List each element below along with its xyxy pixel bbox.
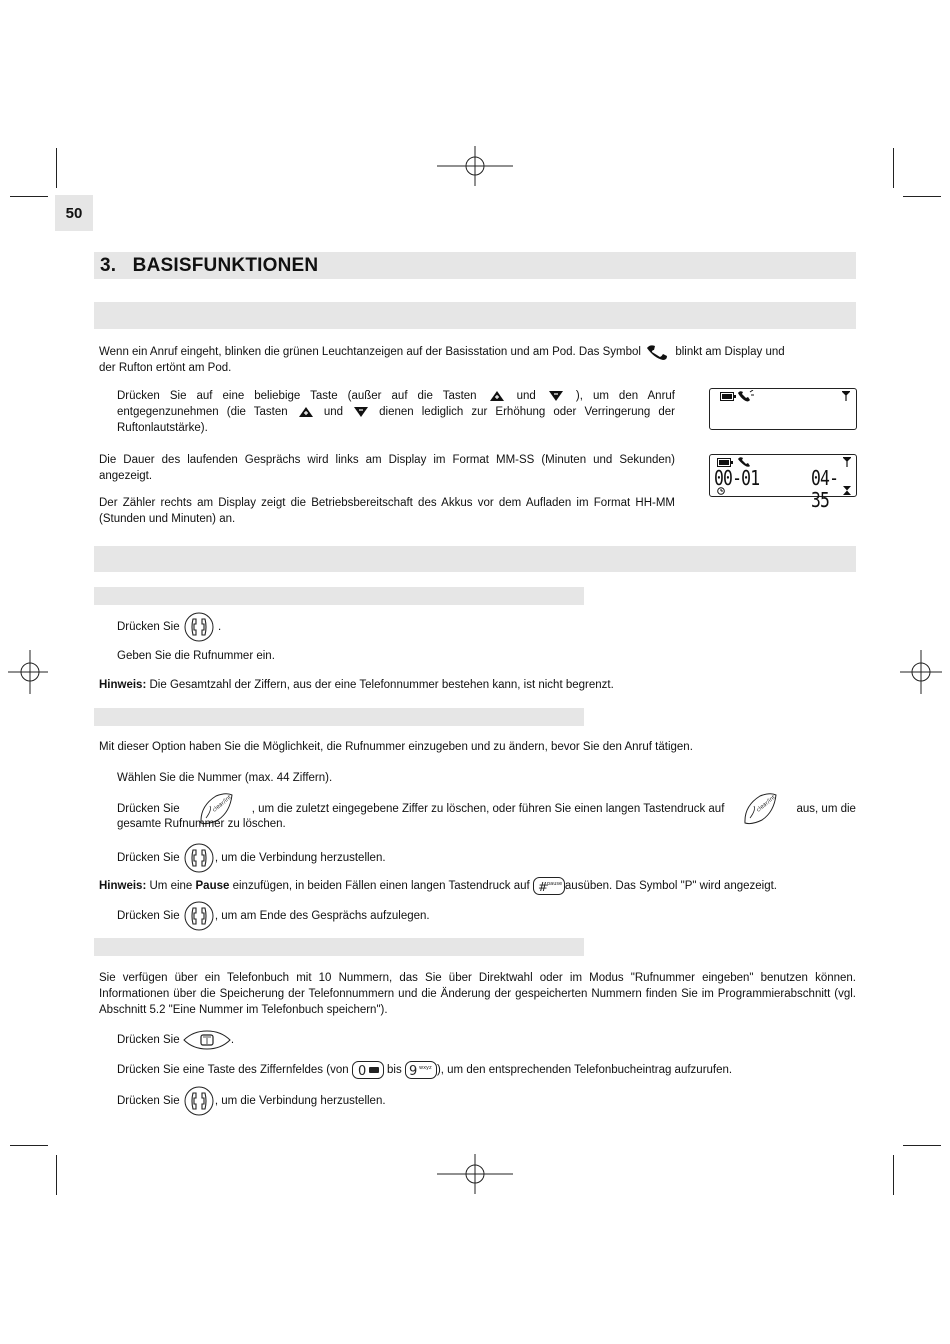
phonebook-key-icon bbox=[183, 1030, 231, 1050]
press-talk-instruction: Drücken Sie . bbox=[117, 612, 417, 642]
talk-key-icon bbox=[183, 1086, 215, 1116]
clear-instruction: Drücken Sie clear/int , um die zuletzt eingegebene Ziffer zu löschen, oder führen Sie einen langen Tastendruck auf clear/int aus, um die gesamte Rufnummer zu löschen. bbox=[117, 792, 856, 832]
connect-instruction: Drücken Sie , um die Verbindung herzustellen. bbox=[117, 843, 617, 873]
lcd-display-ringing bbox=[709, 388, 857, 430]
svg-text:clear/int: clear/int bbox=[756, 794, 778, 814]
crop-mark bbox=[893, 148, 894, 188]
svg-text:9: 9 bbox=[408, 1063, 418, 1079]
battery-icon bbox=[720, 392, 736, 401]
subsection-bar bbox=[94, 938, 584, 956]
hangup-instruction: Drücken Sie , um am Ende des Gesprächs aufzulegen. bbox=[117, 901, 617, 931]
duration-text: Die Dauer des laufenden Gesprächs wird links am Display im Format MM-SS (Minuten und Sekunden) angezeigt. bbox=[99, 454, 675, 482]
svg-text:pause: pause bbox=[546, 880, 562, 887]
volume-up-key-icon bbox=[298, 406, 314, 418]
handset-icon bbox=[646, 344, 670, 360]
svg-text:#: # bbox=[537, 879, 548, 894]
ringing-handset-icon bbox=[736, 390, 754, 403]
page-number: 50 bbox=[55, 195, 93, 231]
crop-mark bbox=[56, 148, 57, 188]
phonebook-intro: Sie verfügen über ein Telefonbuch mit 10 Nummern, das Sie über Direktwahl oder im Modus "Rufnummer eingeben" benutzen können. Informationen über die Speicherung der Telefonnummern und die Änderung der gespeicherten Nummern finden Sie im Programmierabschnitt (vgl. Abschnitt 5.2 "Eine Nummer im Telefonbuch speichern"). bbox=[99, 972, 856, 1016]
antenna-icon bbox=[843, 457, 851, 467]
predial-intro: Mit dieser Option haben Sie die Möglichkeit, die Rufnummer einzugeben und zu ändern, bevor Sie den Anruf tätigen. bbox=[99, 741, 693, 753]
battery-time-readout: 04-35 bbox=[811, 466, 839, 512]
volume-down-key-icon bbox=[353, 406, 369, 418]
crop-mark bbox=[893, 1155, 894, 1195]
call-timer-readout: 00-01 bbox=[714, 466, 760, 490]
lcd-display-call bbox=[709, 454, 857, 512]
enter-number-instruction: Geben Sie die Rufnummer ein. bbox=[117, 650, 275, 662]
counter-text: Der Zähler rechts am Display zeigt die Betriebsbereitschaft des Akkus vor dem Aufladen im Format HH-MM (Stunden und Minuten) an. bbox=[99, 497, 675, 525]
nine-key-icon bbox=[405, 1061, 437, 1079]
talk-key-icon bbox=[183, 843, 215, 873]
crop-mark bbox=[10, 1145, 48, 1146]
incoming-intro: Wenn ein Anruf eingeht, blinken die grünen Leuchtanzeigen auf der Basisstation und am Pod. Das Symbol blinkt am Display und der Rufton ertönt am Pod. bbox=[99, 344, 856, 376]
subsection-bar bbox=[94, 587, 584, 605]
answer-instruction: Drücken Sie auf eine beliebige Taste (außer auf die Tasten und ), um den Anruf entgegenzunehmen (die Tasten und dienen lediglich zur Erhöhung oder Verringerung der Ruftonlautstärke). bbox=[117, 390, 675, 434]
phonebook-digit-instruction: Drücken Sie eine Taste des Ziffernfeldes (von 0 bis 9 wxyz ), um den entsprechenden Telefonbucheintrag aufzurufen. bbox=[117, 1058, 856, 1082]
talk-key-icon bbox=[183, 612, 215, 642]
svg-text:0: 0 bbox=[357, 1063, 367, 1079]
pause-note: Hinweis: Um eine Pause einzufügen, in beiden Fällen einen langen Tastendruck auf # pause ausüben. Das Symbol "P" wird angezeigt. bbox=[99, 874, 856, 898]
section-bar bbox=[94, 546, 856, 572]
svg-text:clear/int: clear/int bbox=[211, 794, 233, 814]
registration-mark bbox=[900, 650, 942, 694]
dial-instruction: Wählen Sie die Nummer (max. 44 Ziffern). bbox=[117, 772, 333, 784]
svg-text:wxyz: wxyz bbox=[418, 1064, 432, 1071]
registration-mark bbox=[8, 650, 48, 694]
crop-mark bbox=[903, 1145, 941, 1146]
crop-mark bbox=[10, 196, 48, 197]
phonebook-connect-instruction: Drücken Sie , um die Verbindung herzustellen. bbox=[117, 1086, 617, 1116]
crop-mark bbox=[56, 1155, 57, 1195]
chapter-heading: 3. BASISFUNKTIONEN bbox=[94, 252, 856, 279]
registration-mark bbox=[437, 1154, 513, 1194]
volume-up-key-icon bbox=[489, 390, 505, 402]
clear-key-icon bbox=[742, 792, 778, 826]
phonebook-press-instruction: Drücken Sie . bbox=[117, 1026, 517, 1054]
section-bar bbox=[94, 302, 856, 329]
volume-down-key-icon bbox=[548, 390, 564, 402]
subsection-bar bbox=[94, 708, 584, 726]
hash-pause-key-icon bbox=[533, 877, 565, 895]
talk-key-icon bbox=[183, 901, 215, 931]
hourglass-icon bbox=[843, 486, 851, 495]
outgoing-note: Hinweis: Die Gesamtzahl der Ziffern, aus der eine Telefonnummer bestehen kann, ist nicht begrenzt. bbox=[99, 679, 614, 691]
antenna-icon bbox=[842, 391, 850, 401]
registration-mark bbox=[437, 146, 513, 186]
crop-mark bbox=[903, 196, 941, 197]
zero-key-icon bbox=[352, 1061, 384, 1079]
timer-icon bbox=[716, 487, 726, 495]
